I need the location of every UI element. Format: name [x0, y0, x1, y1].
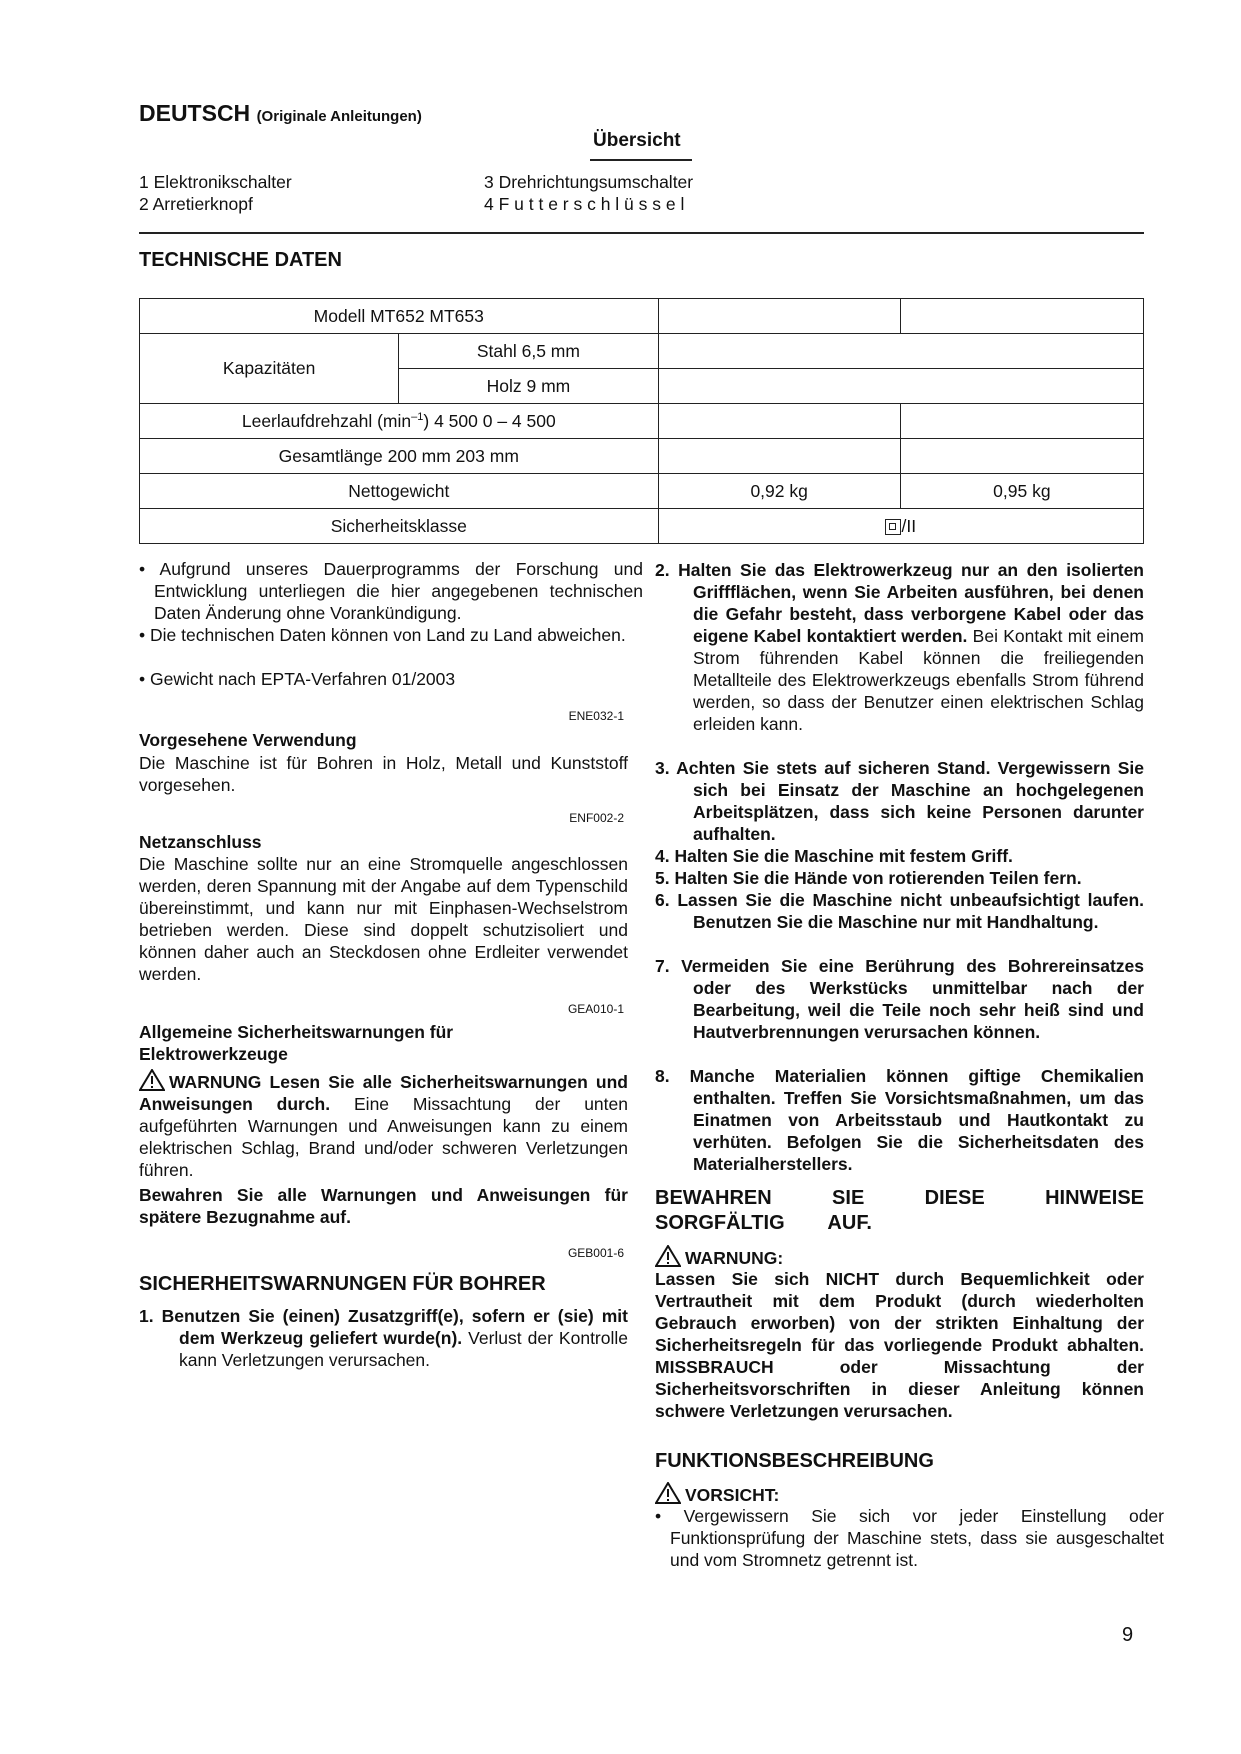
spec-empty: [658, 404, 900, 439]
spec-empty: [658, 334, 1143, 369]
spec-model: Modell MT652 MT653: [140, 299, 659, 334]
spec-idle-speed: [140, 404, 659, 439]
page-title: [139, 100, 422, 127]
caution-label: VORSICHT:: [685, 1485, 780, 1505]
spec-empty: [900, 299, 1143, 334]
drill-item-3: 3. Achten Sie stets auf sicheren Stand. Vergewissern Sie sich bei Einsatz der Maschine an hochgelegenen Arbeitsplätzen, dass sich keine Personen darunter aufhalten.: [655, 758, 1144, 844]
language-subtitle: (Originale Anleitungen): [256, 108, 422, 125]
overview-item-4: 4 F u t t e r s c h l ü s s e l: [484, 194, 685, 214]
drill-item-2: [655, 559, 1144, 735]
spec-row-length: [140, 439, 1144, 474]
drill-item-1: [139, 1305, 628, 1371]
spec-row-model: [140, 299, 1144, 334]
tech-note-1: • Aufgrund unseres Dauerprogramms der Forschung und Entwicklung unterliegen die hier angegebenen technischen Daten Änderung ohne Vorankündigung.: [139, 559, 643, 623]
spec-empty: [658, 369, 1143, 404]
spec-safety-class-value: [658, 509, 1143, 544]
power-text: Die Maschine sollte nur an eine Stromquelle angeschlossen werden, deren Spannung mit der Angabe auf dem Typenschild übereinstimmt, und kann nur mit Einphasen-Wechselstrom betrieben werden. Diese sind doppelt schutzisoliert und können daher auch an Steckdosen ohne Erdleiter verwendet werden.: [139, 854, 628, 984]
idle-speed-value: ) 4 500 0 – 4 500: [423, 410, 556, 431]
overview-item-1: 1 Elektronikschalter: [139, 172, 292, 192]
drill-item-8: 8. Manche Materialien können giftige Chemikalien enthalten. Treffen Sie Vorsichtsmaßnahmen, um das Einatmen von Arbeitsstaub und Hautkontakt zu verhüten. Befolgen Sie die Sicherheitsdaten des Materialherstellers.: [655, 1066, 1144, 1174]
use-text: Die Maschine ist für Bohren in Holz, Metall und Kunststoff vorgesehen.: [139, 753, 628, 795]
spec-row-speed: [140, 404, 1144, 439]
spec-wood: Holz 9 mm: [399, 369, 658, 404]
drill-item-6: 6. Lassen Sie die Maschine nicht unbeaufsichtigt laufen. Benutzen Sie die Maschine nur mit Handhaltung.: [655, 890, 1144, 932]
drill-heading: SICHERHEITSWARNUNGEN FÜR BOHRER: [139, 1273, 546, 1295]
function-heading: FUNKTIONSBESCHREIBUNG: [655, 1450, 934, 1472]
doc-code: ENF002-2: [569, 811, 624, 825]
doc-code: GEB001-6: [567, 1246, 624, 1260]
drill-item-7: 7. Vermeiden Sie eine Berührung des Bohrereinsatzes oder des Werkstücks unmittelbar nach der Bearbeitung, weil die Teile noch sehr heiß sind und Hautverbrennungen verursachen können.: [655, 956, 1144, 1042]
doc-code: ENE032-1: [568, 709, 624, 723]
keep-instructions: Bewahren Sie alle Warnungen und Anweisungen für spätere Bezugnahme auf.: [139, 1185, 628, 1227]
drill-item-5: 5. Halten Sie die Hände von rotierenden Teilen fern.: [655, 868, 1082, 888]
spec-row-weight: [140, 474, 1144, 509]
general-warning: [139, 1069, 628, 1181]
caution-label-row: [655, 1482, 779, 1506]
spec-capacities: Kapazitäten: [140, 334, 399, 404]
idle-speed-label: Leerlaufdrehzahl (min: [241, 410, 412, 431]
drill-item-2-text: Bei Kontakt mit einem Strom führenden Kabel können die freiliegenden Metallteile des Elektrowerkzeugs ebenfalls Strom führend werden, so dass der Benutzer einen elektrischen Schlag erleiden kann.: [693, 626, 1145, 734]
spec-empty: [658, 439, 900, 474]
overview-title: Übersicht: [593, 130, 681, 151]
spec-table: [139, 298, 1144, 544]
spec-net-weight: Nettogewicht: [140, 474, 659, 509]
drill-item-1-text: Verlust der Kontrolle kann Verletzungen verursachen.: [179, 1328, 628, 1370]
spec-row-steel: [140, 334, 1144, 369]
double-insulation-icon: [885, 519, 901, 535]
keep-heading: BEWAHREN SIE DIESE HINWEISE SORGFÄLTIG AUF.: [655, 1187, 1144, 1234]
tech-heading: TECHNISCHE DATEN: [139, 249, 342, 271]
overview-item-3: 3 Drehrichtungsumschalter: [484, 172, 694, 192]
spec-empty: [658, 299, 900, 334]
warn-label-row: [655, 1245, 783, 1269]
warn-text: Lassen Sie sich NICHT durch Bequemlichkeit oder Vertrautheit mit dem Produkt (durch wiederholten Gebrauch erworben) von der strikten Einhaltung der Sicherheitsregeln für das vorliegende Produkt abhalten. MISSBRAUCH oder Missachtung der Sicherheitsvorschriften in dieser Anleitung können schwere Verletzungen verursachen.: [655, 1269, 1144, 1421]
drill-item-2-bold: 2. Halten Sie das Elektrowerkzeug nur an den isolierten Griffflächen, wenn Sie Arbeiten ausführen, bei denen die Gefahr besteht, dass verborgene Kabel oder das eigene Kabel kontaktiert werden.: [655, 560, 1144, 646]
tech-note-3: • Gewicht nach EPTA-Verfahren 01/2003: [139, 669, 456, 689]
power-heading: Netzanschluss: [139, 832, 262, 852]
spec-row-safety: [140, 509, 1144, 544]
spec-weight-mt652: 0,92 kg: [658, 474, 900, 509]
spec-steel: Stahl 6,5 mm: [399, 334, 658, 369]
warning-icon: [139, 1069, 165, 1091]
page-number: 9: [1122, 1624, 1134, 1646]
tech-note-2: • Die technischen Daten können von Land zu Land abweichen.: [139, 625, 626, 645]
spec-empty: [900, 439, 1143, 474]
spec-weight-mt653: 0,95 kg: [900, 474, 1143, 509]
spec-safety-class: Sicherheitsklasse: [140, 509, 659, 544]
caution-text: • Vergewissern Sie sich vor jeder Einstellung oder Funktionsprüfung der Maschine stets, dass sie ausgeschaltet und vom Stromnetz getrennt ist.: [655, 1506, 1164, 1570]
general-heading: Allgemeine Sicherheitswarnungen für Elektrowerkzeuge: [139, 1022, 454, 1064]
safety-class-text: /II: [901, 515, 917, 536]
warning-icon: [655, 1245, 681, 1267]
doc-code: GEA010-1: [567, 1002, 624, 1016]
language-title: DEUTSCH: [139, 100, 251, 126]
spec-length: Gesamtlänge 200 mm 203 mm: [140, 439, 659, 474]
warning-bold-text: WARNUNG Lesen Sie alle Sicherheitswarnungen und Anweisungen durch.: [139, 1072, 628, 1114]
overview-item-2: 2 Arretierknopf: [139, 194, 253, 214]
section-divider: [139, 232, 1144, 234]
warn-label: WARNUNG:: [685, 1248, 784, 1268]
spec-empty: [900, 404, 1143, 439]
drill-item-1-bold: 1. Benutzen Sie (einen) Zusatzgriff(e), sofern er (sie) mit dem Werkzeug geliefert wurde(n).: [139, 1306, 628, 1348]
warning-text: Eine Missachtung der unten aufgeführten Warnungen und Anweisungen kann zu einem elektrischen Schlag, Brand und/oder schweren Verletzungen führen.: [139, 1094, 628, 1180]
idle-speed-sup: –1: [411, 410, 424, 423]
overview-underline: [590, 159, 692, 161]
use-heading: Vorgesehene Verwendung: [139, 730, 357, 750]
drill-item-4: 4. Halten Sie die Maschine mit festem Griff.: [655, 846, 1013, 866]
warning-icon: [655, 1482, 681, 1504]
